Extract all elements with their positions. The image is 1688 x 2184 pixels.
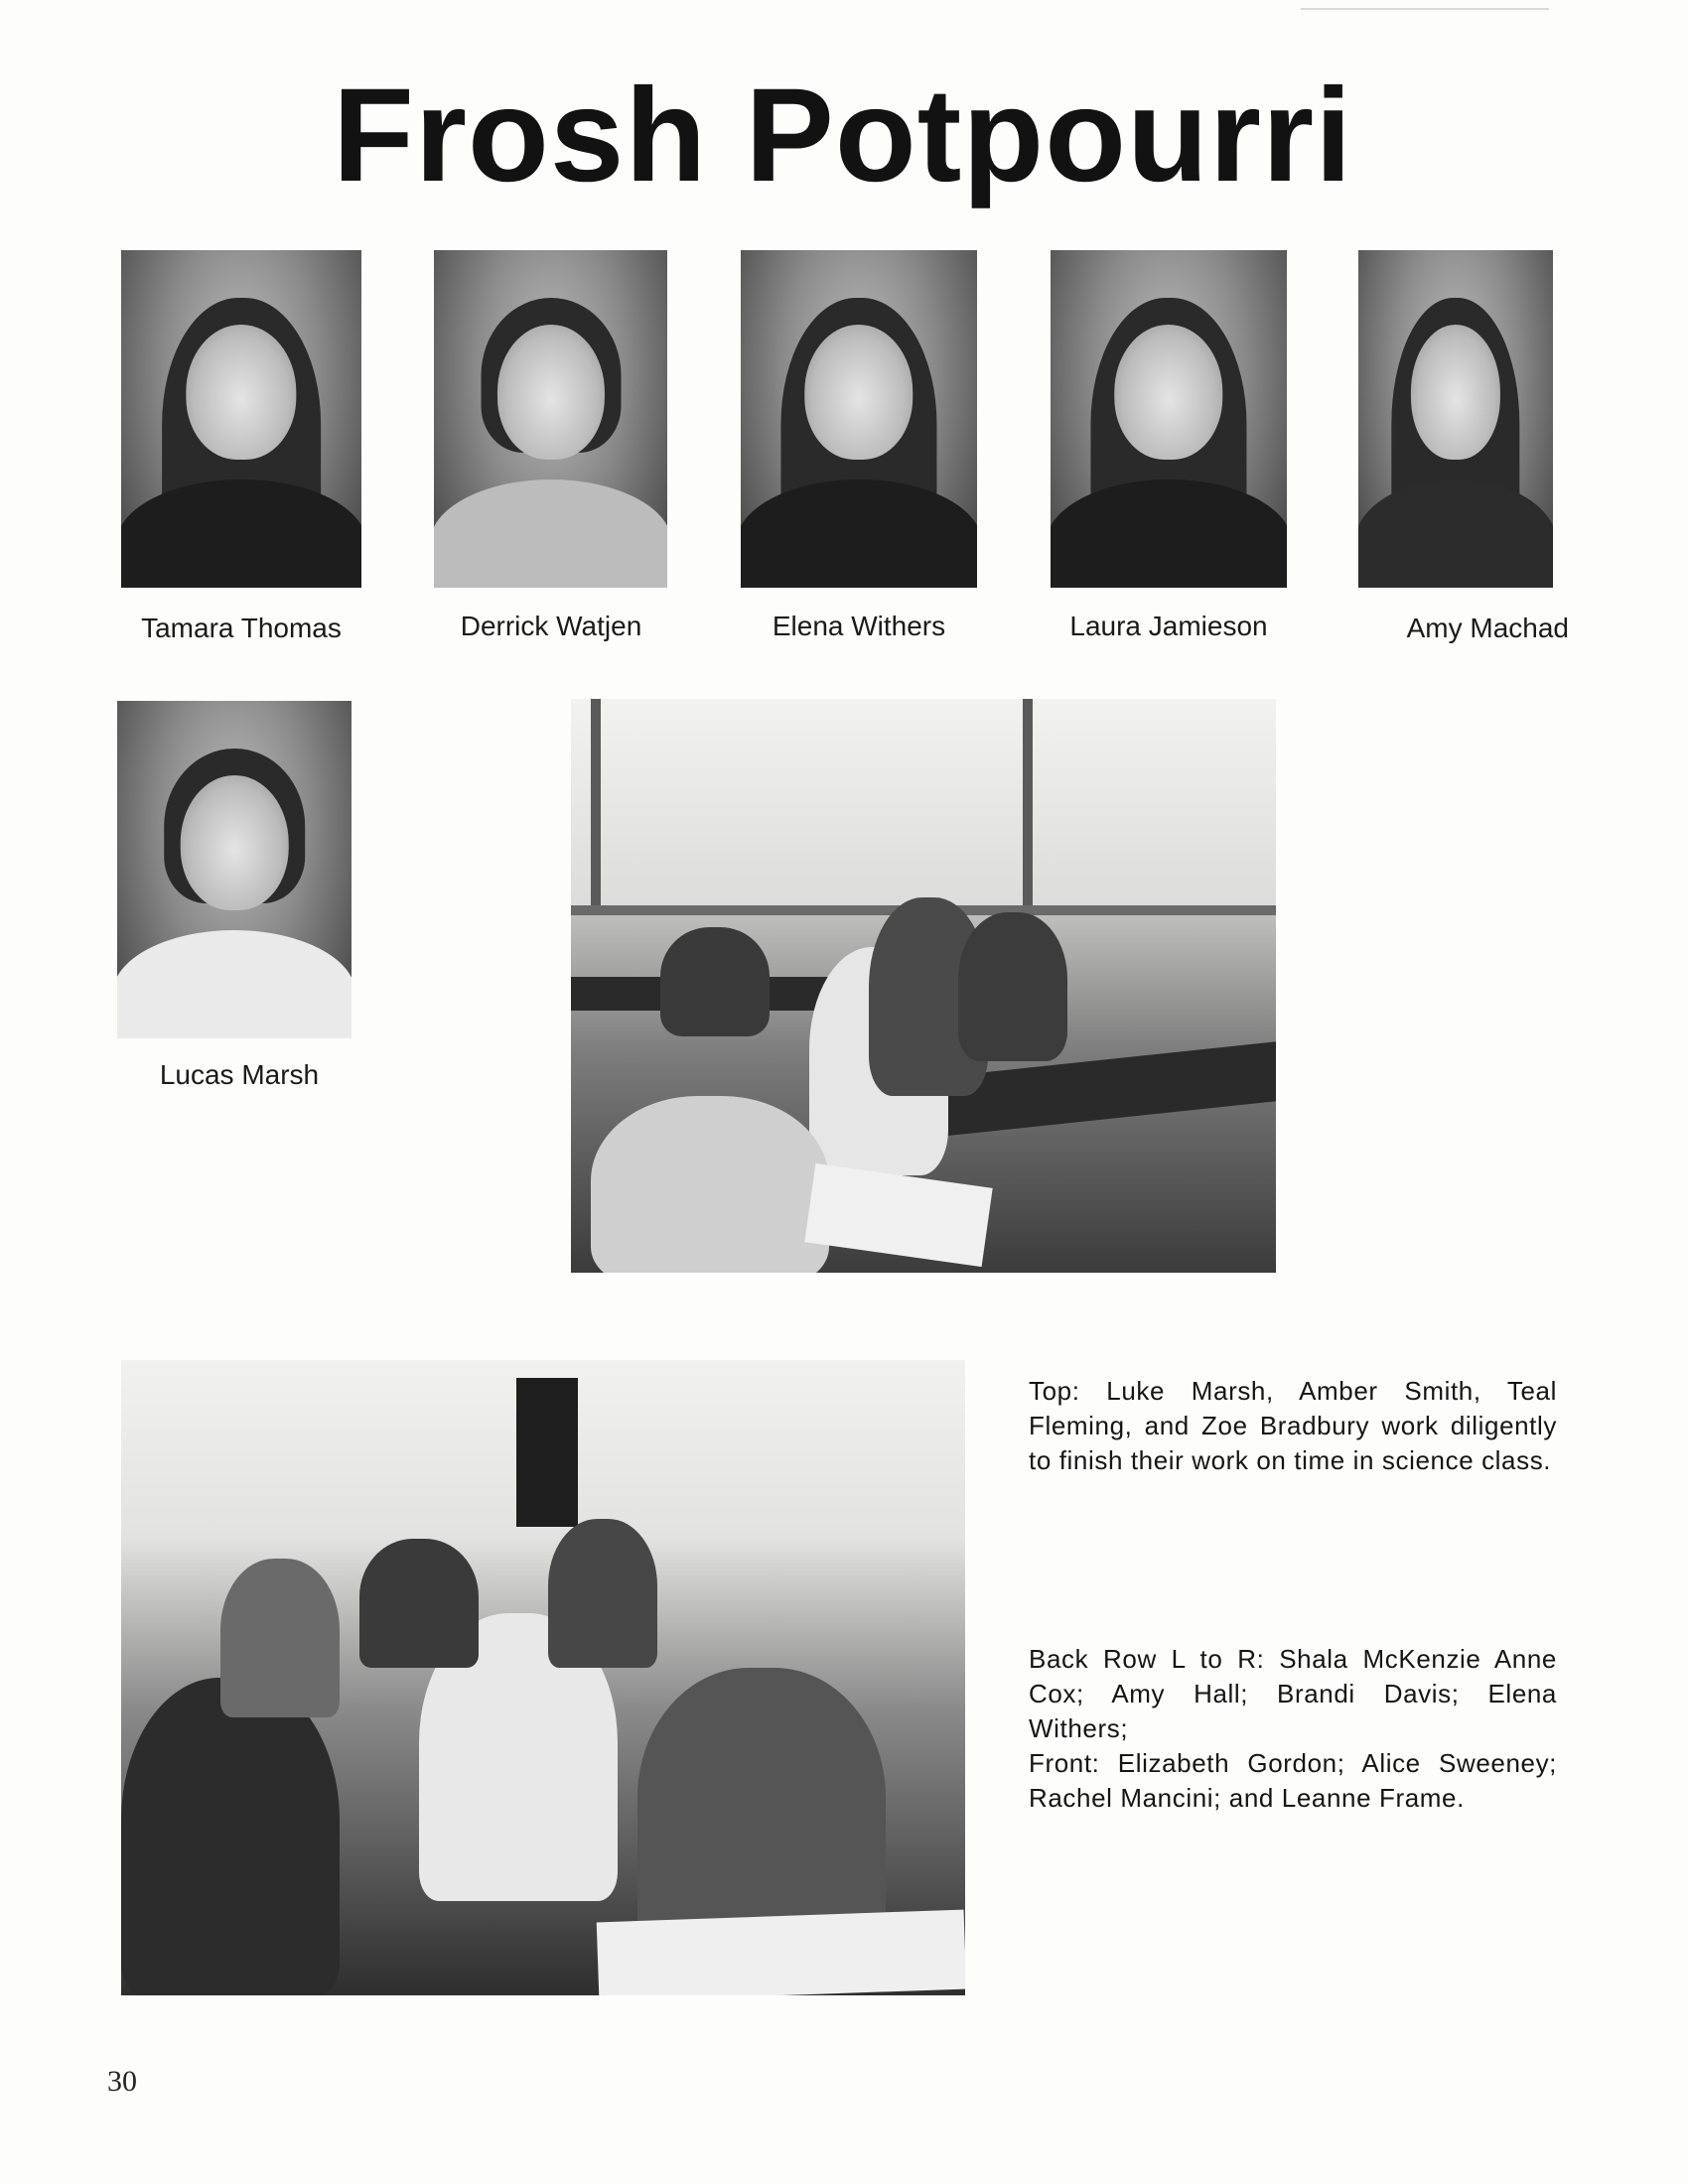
portrait-photo-laura-jamieson bbox=[1051, 250, 1287, 588]
portrait-photo-elena-withers bbox=[741, 250, 977, 588]
caption-back-row-text: Back Row L to R: Shala McKenzie Anne Cox; Amy Hall; Brandi Davis; Elena Withers; bbox=[1029, 1644, 1557, 1743]
portrait-caption: Lucas Marsh bbox=[159, 1059, 320, 1090]
portrait-photo-lucas-marsh bbox=[117, 701, 352, 1038]
caption-top-photo bbox=[1029, 1374, 1557, 1478]
portrait-photo-tamara-thomas bbox=[121, 250, 361, 588]
portrait-photo-amy-machad bbox=[1358, 250, 1553, 588]
portrait-caption: Laura Jamieson bbox=[1069, 611, 1268, 641]
portrait-caption: Amy Machad bbox=[1406, 613, 1569, 643]
classroom-group-photo bbox=[121, 1360, 965, 1995]
page-title: Frosh Potpourri bbox=[333, 62, 1353, 209]
caption-top-text: Top: Luke Marsh, Amber Smith, Teal Fleming, and Zoe Bradbury work diligently to finish their work on time in science class. bbox=[1029, 1376, 1557, 1475]
top-rule bbox=[1301, 8, 1549, 10]
caption-bottom-photo bbox=[1029, 1642, 1557, 1816]
caption-front-row-text: Front: Elizabeth Gordon; Alice Sweeney; Rachel Mancini; and Leanne Frame. bbox=[1029, 1748, 1557, 1813]
portrait-caption: Elena Withers bbox=[772, 611, 946, 641]
page-number: 30 bbox=[107, 2065, 137, 2098]
portrait-photo-derrick-watjen bbox=[434, 250, 667, 588]
portrait-caption: Tamara Thomas bbox=[141, 613, 342, 643]
portrait-caption: Derrick Watjen bbox=[460, 611, 642, 641]
science-class-photo bbox=[571, 699, 1276, 1273]
